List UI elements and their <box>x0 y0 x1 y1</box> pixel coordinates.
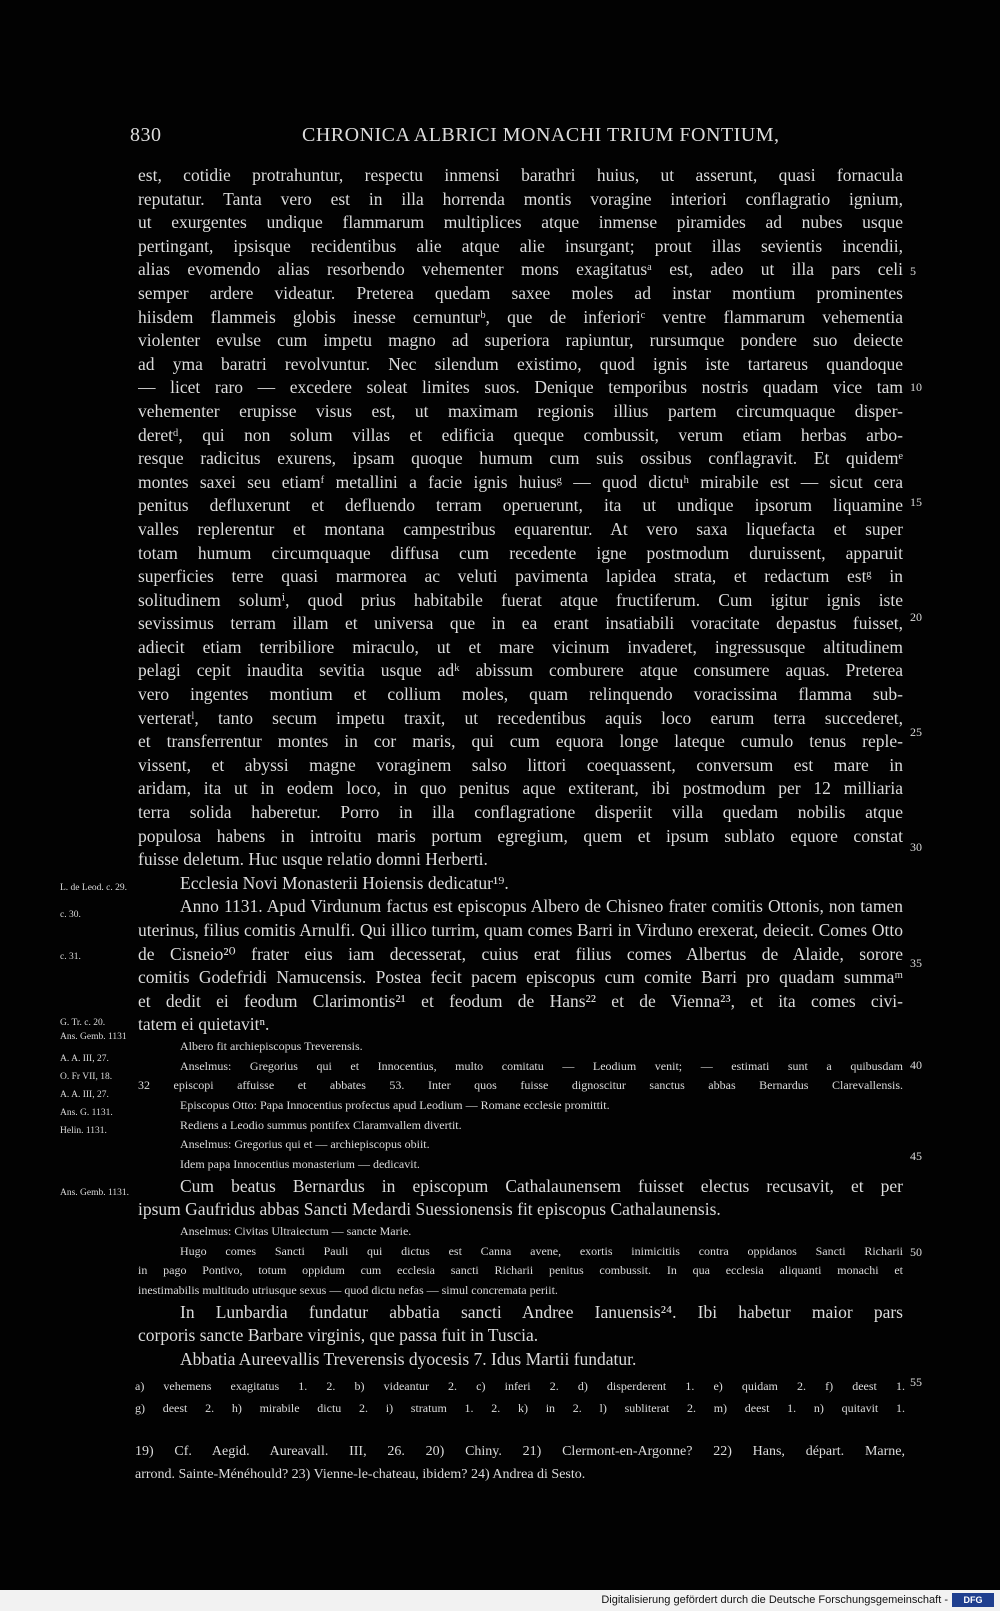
text-line: resque radicitus exurens, ipsam quoque humum cum suis ossibus conflagravit. Et quidemᵉ <box>138 448 903 469</box>
text-line: montes saxei seu etiamᶠ metallini a facie ignis huiusᵍ — quod dictuʰ mirabile est — sicut cera <box>138 471 903 492</box>
line-number: 5 <box>910 264 916 278</box>
text-line: — licet raro — excedere soleat limites suos. Denique temporibus nostris quadam vice tam <box>138 377 903 398</box>
footer-text: Digitalisierung gefördert durch die Deutsche Forschungsgemeinschaft - <box>601 1594 948 1606</box>
source-ref: A. A. III, 27. <box>60 1090 109 1100</box>
line-number: 45 <box>910 1149 922 1163</box>
text-line: ad yma baratri revolvuntur. Nec silendum existimo, quod ignis iste tartareus quandoque <box>138 353 903 374</box>
footnote-row: a) vehemens exagitatus 1. 2. b) videantur 2. c) inferi 2. d) disperderent 1. e) quidam 2. f) deest 1. <box>135 1379 905 1393</box>
dfg-logo: DFG <box>952 1593 994 1607</box>
text-line: totam humum circumquaque diffusa cum recedente igne postmodum duruissent, apparuit <box>138 542 903 563</box>
text-line: comitis Godefridi Namucensis. Postea fecit pacem episcopus cum comite Barri pro quadam summaᵐ <box>138 967 903 988</box>
text-line: Episcopus Otto: Papa Innocentius profectus apud Leodium — Romane ecclesie promittit. <box>180 1098 610 1113</box>
text-line: et dedit ei feodum Clarimontis²¹ et feodum de Hans²² et de Vienna²³, et ita comes civi- <box>138 990 903 1011</box>
text-line: Cum beatus Bernardus in episcopum Cathalaunensem fuisset electus recusavit, et per <box>180 1175 903 1196</box>
text-line: Anselmus: Civitas Ultraiectum — sancte Marie. <box>180 1223 412 1238</box>
text-line: de Cisneio²⁰ frater eius iam decesserat, cuius erat filius comes Albertus de Alaide, sorore <box>138 943 903 964</box>
text-line: Abbatia Aureevallis Treverensis dyocesis 7. Idus Martii fundatur. <box>180 1348 637 1369</box>
text-line: populosa habens in introitu maris portum egregium, quem et ipsum sublato equore constat <box>138 825 903 846</box>
page-number: 830 <box>130 124 162 146</box>
text-line: adiecit etiam terribiliore miraculo, ut et mare vicinum invaderet, ingressusque altitudinem <box>138 636 903 657</box>
text-line: superficies terre quasi marmorea ac veluti pavimenta lapidea strata, et redactum estᵍ in <box>138 566 903 587</box>
footnote-row: g) deest 2. h) mirabile dictu 2. i) stratum 1. 2. k) in 2. l) subliterat 2. m) deest 1. n) quitavit 1. <box>135 1401 905 1415</box>
line-number: 40 <box>910 1058 922 1072</box>
text-line: corporis sancte Barbare virginis, que passa fuit in Tuscia. <box>138 1325 539 1346</box>
text-line: In Lunbardia fundatur abbatia sancti Andree Ianuensis²⁴. Ibi habetur maior pars <box>180 1301 903 1322</box>
main-text <box>138 164 903 1372</box>
source-ref: L. de Leod. c. 29. <box>60 883 128 893</box>
source-ref: Ans. G. 1131. <box>60 1108 113 1118</box>
text-line: violenter evulse cum impetu magno ad superiora rapiuntur, rursumque pondere suo deiecte <box>138 330 903 351</box>
source-ref: Helin. 1131. <box>60 1126 107 1136</box>
text-line: solitudinem solumⁱ, quod prius habitabile fuerat atque fructiferum. Cum igitur ignis iste <box>138 589 903 610</box>
text-line: alias evomendo alias resorbendo vehementer mons exagitatusᵃ est, adeo ut illa pars celi <box>138 259 903 280</box>
text-line: penitus defluxerunt et defluendo terram operuerunt, ita ut undique ipsorum liquamine <box>138 495 903 516</box>
text-line: inestimabilis multitudo utriusque sexus — quod dictu nefas — simul concremata periit. <box>138 1283 558 1298</box>
text-line: verteratˡ, tanto secum impetu traxit, ut recedentibus aquis loco earum terra succederet, <box>138 707 903 728</box>
text-line: aridam, ita ut in eodem loco, in quo penitus aque extiterant, ibi postmodum per 12 milliaria <box>138 778 903 799</box>
text-line: uterinus, filius comitis Arnulfi. Qui illico turrim, quam comes Barri in Virduno erexerat, deiecit. Comes Otto <box>138 920 903 940</box>
line-number: 30 <box>910 840 922 854</box>
text-line: est, cotidie protrahuntur, respectu inmensi barathri huius, ut asserunt, quasi fornacula <box>138 165 903 185</box>
text-line: vissent, et abyssi magne voraginem salso littori coequassent, conversum est mare in <box>138 754 903 775</box>
text-line: Rediens a Leodio summus pontifex Claramvallem divertit. <box>180 1117 462 1132</box>
critical-apparatus <box>135 1375 905 1419</box>
text-line: 32 episcopi affuisse et abbates 53. Inter quos fuisse dignoscitur sanctus abbas Bernardus Clarevallensis. <box>138 1078 903 1093</box>
text-line: Albero fit archiepiscopus Treverensis. <box>180 1038 363 1053</box>
source-ref: Ans. Gemb. 1131. <box>60 1188 130 1198</box>
text-line: Idem papa Innocentius monasterium — dedicavit. <box>180 1157 420 1172</box>
text-line: et transferrentur montes in cor maris, qui cum equora longe lateque cumulo tenus reple- <box>138 731 903 752</box>
text-line: semper ardere videatur. Preterea quedam saxee moles ad instar montium prominentes <box>138 282 903 303</box>
text-line: valles replerentur et montana campestribus equarentur. At vero saxa liquefacta et super <box>138 518 903 539</box>
footer-bar <box>0 1590 1000 1611</box>
page-header <box>130 124 920 154</box>
text-line: reputatur. Tanta vero est in illa horrenda montis voragine interiori conflagratio ignium, <box>138 188 903 209</box>
source-ref: Ans. Gemb. 1131 <box>60 1032 127 1042</box>
text-line: pelagi cepit inaudita sevitia usque adᵏ abissum comburere atque consumere aquas. Preterea <box>138 660 903 681</box>
paragraph-bernardus <box>138 1175 903 1222</box>
line-number: 15 <box>910 495 922 509</box>
text-line: hiisdem flammeis globis inesse cernunturᵇ, que de inferioriᶜ ventre flammarum vehementia <box>138 306 903 327</box>
paragraph-1 <box>138 164 903 872</box>
note-row: 19) Cf. Aegid. Aureavall. III, 26. 20) Chiny. 21) Clermont-en-Argonne? 22) Hans, départ. Marne, <box>135 1444 905 1459</box>
text-line: Hugo comes Sancti Pauli qui dictus est Canna avene, exortis inimicitiis contra oppidanos Sancti Richarii <box>180 1243 903 1258</box>
text-line: pertingant, ipsisque recidentibus alie atque alie insurgant; prout illas sevientis incendii, <box>138 235 903 256</box>
text-line: Anselmus: Gregorius qui et Innocentius, multo comitatu — Leodium venit; — estimati sunt a quibusdam <box>180 1058 903 1073</box>
text-line: sevissimus terram illam et universa que in ea erant insatiabili voracitate depastus fuisset, <box>138 613 903 634</box>
text-line: Anno 1131. Apud Virdunum factus est episcopus Albero de Chisneo frater comitis Ottonis, non tamen <box>180 896 903 917</box>
text-line: fuisse deletum. Huc usque relatio domni Herberti. <box>138 849 488 870</box>
line-number: 20 <box>910 610 922 624</box>
text-line: in pago Pontivo, totum oppidum cum ecclesia sancti Richarii penitus combussit. In qua ecclesia aliquanti monachi et <box>138 1263 903 1278</box>
source-ref: A. A. III, 27. <box>60 1054 109 1064</box>
text-line: vero ingentes montium et collium moles, quam relinquendo voracissima flamma sub- <box>138 684 903 705</box>
line-number: 55 <box>910 1375 922 1389</box>
line-number: 35 <box>910 956 922 970</box>
source-ref: c. 30. <box>60 910 81 920</box>
line-number: 25 <box>910 725 922 739</box>
text-line: Anselmus: Gregorius qui et — archiepiscopus obiit. <box>180 1137 430 1152</box>
source-ref: O. Fr VII, 18. <box>60 1072 113 1082</box>
text-line: deretᵈ, qui non solum villas et edificia queque combussit, verum etiam herbas arbo- <box>138 424 903 445</box>
text-line: tatem ei quietavitⁿ. <box>138 1014 270 1035</box>
commentary-notes <box>135 1440 905 1486</box>
text-line: ut exurgentes undique flammarum multiplices atque inmense piramides ad nubes usque <box>138 212 903 233</box>
source-ref: G. Tr. c. 20. <box>60 1018 106 1028</box>
line-number: 10 <box>910 380 922 394</box>
text-line: terra solida haberetur. Porro in illa conflagratione disperiit villa quedam nobilis atque <box>138 802 903 823</box>
source-notes-2 <box>138 1222 903 1301</box>
paragraph-lunbardia <box>138 1301 903 1372</box>
text-line: ipsum Gaufridus abbas Sancti Medardi Suessionensis fit episcopus Cathalaunensis. <box>138 1199 721 1220</box>
source-notes-1 <box>138 1037 903 1175</box>
note-row: arrond. Sainte-Ménéhould? 23) Vienne-le-chateau, ibidem? 24) Andrea di Sesto. <box>135 1467 586 1482</box>
line-number: 50 <box>910 1245 922 1259</box>
dedication-line: Ecclesia Novi Monasterii Hoiensis dedicatur¹⁹. <box>180 872 509 893</box>
page-title: CHRONICA ALBRICI MONACHI TRIUM FONTIUM, <box>302 124 780 146</box>
source-ref: c. 31. <box>60 952 81 962</box>
paragraph-1131 <box>138 895 903 1037</box>
text-line: vehementer erupisse visus est, ut maximam regionis illius partem circumquaque disper- <box>138 400 903 421</box>
